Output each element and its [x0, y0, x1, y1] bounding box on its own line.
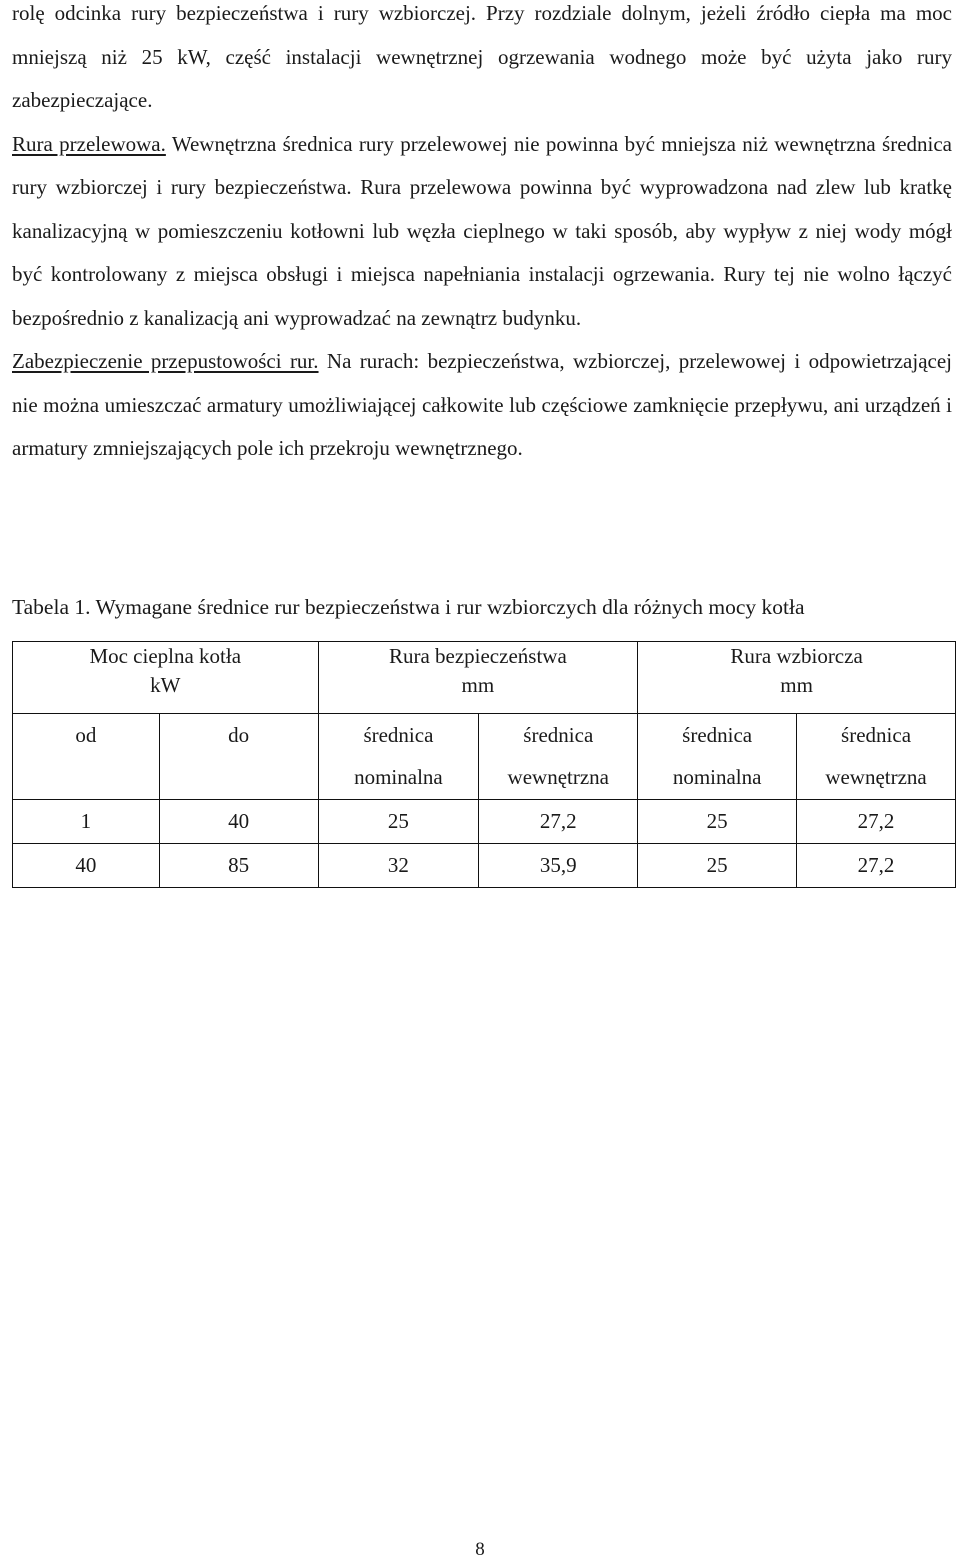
cell-to: 85	[159, 844, 318, 888]
header-boiler-power	[13, 642, 319, 714]
subheader-expansion-nominal: średnica nominalna	[638, 714, 797, 800]
subheader-expansion-internal: średnica wewnętrzna	[797, 714, 956, 800]
cell-expansion-nominal: 25	[638, 800, 797, 844]
cell-expansion-nominal: 25	[638, 844, 797, 888]
paragraph-3-text: Na rurach: bezpieczeństwa, wzbiorczej, przelewowej i odpowietrzającej nie można umieszczać armatury umożliwiającej całkowite lub częściowe zamknięcie przepływu, ani urządzeń i armatury zmniejszających pole ich przekroju wewnętrznego.	[12, 349, 952, 460]
cell-safety-nominal: 32	[318, 844, 479, 888]
table-row	[13, 844, 956, 888]
header-expansion-pipe-label: Rura wzbiorcza	[730, 644, 863, 668]
header-safety-pipe	[318, 642, 638, 714]
cell-from: 1	[13, 800, 160, 844]
paragraph-2-text: Wewnętrzna średnica rury przelewowej nie powinna być mniejsza niż wewnętrzna średnica rury wzbiorczej i rury bezpieczeństwa. Rura przelewowa powinna być wyprowadzona nad zlew lub kratkę kanalizacyjną w pomieszczeniu kotłowni lub węzła cieplnego w taki sposób, aby wypływ z niej wody mógł być kontrolowany z miejsca obsługi i miejsca napełniania instalacji ogrzewania. Rury tej nie wolno łączyć bezpośrednio z kanalizacją ani wyprowadzać na zewnątrz budynku.	[12, 131, 952, 330]
header-boiler-power-unit: kW	[150, 673, 181, 697]
cell-safety-nominal: 25	[318, 800, 479, 844]
header-boiler-power-label: Moc cieplna kotła	[89, 644, 242, 668]
pipe-diameter-table	[12, 641, 956, 888]
paragraph-1-text: rolę odcinka rury bezpieczeństwa i rury wzbiorczej. Przy rozdziale dolnym, jeżeli źródło ciepła ma moc mniejszą niż 25 kW, część instalacji wewnętrznej ogrzewania wodnego może być użyta jako rury zabezpieczające.	[12, 1, 952, 112]
header-expansion-pipe-unit: mm	[780, 673, 813, 697]
subheader-to: do	[159, 714, 318, 800]
subheader-from: od	[13, 714, 160, 800]
paragraph-2-heading: Rura przelewowa.	[12, 131, 166, 156]
subheader-safety-nominal: średnica nominalna	[318, 714, 479, 800]
subheader-safety-internal: średnica wewnętrzna	[479, 714, 638, 800]
header-safety-pipe-unit: mm	[461, 673, 495, 697]
cell-from: 40	[13, 844, 160, 888]
header-safety-pipe-label: Rura bezpieczeństwa	[388, 644, 567, 668]
body-text	[12, 0, 952, 471]
cell-to: 40	[159, 800, 318, 844]
cell-expansion-internal: 27,2	[797, 844, 956, 888]
cell-safety-internal: 35,9	[479, 844, 638, 888]
paragraph-1	[12, 0, 952, 123]
cell-expansion-internal: 27,2	[797, 800, 956, 844]
header-expansion-pipe	[638, 642, 956, 714]
paragraph-3	[12, 340, 952, 471]
paragraph-2	[12, 123, 952, 341]
cell-safety-internal: 27,2	[479, 800, 638, 844]
table-header-row	[13, 642, 956, 714]
paragraph-3-heading: Zabezpieczenie przepustowości rur.	[12, 349, 319, 373]
table-caption: Tabela 1. Wymagane średnice rur bezpieczeństwa i rur wzbiorczych dla różnych mocy kotła	[12, 595, 805, 619]
table-row	[13, 800, 956, 844]
table-subheader-row	[13, 714, 956, 800]
page-number: 8	[475, 1539, 485, 1560]
